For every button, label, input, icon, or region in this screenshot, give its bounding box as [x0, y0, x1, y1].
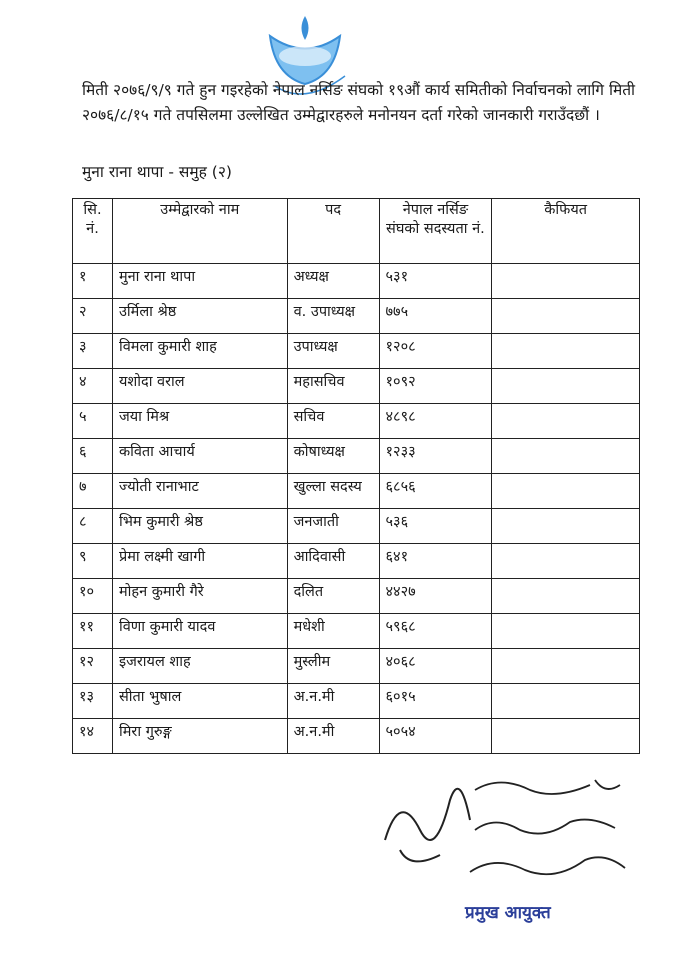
table-row: [73, 719, 640, 754]
name-cell: मुना राना थापा: [112, 264, 287, 299]
serial-cell: ११: [73, 614, 113, 649]
table-row: [73, 544, 640, 579]
remarks-cell: [492, 439, 640, 474]
handwritten-signature: [380, 760, 640, 890]
serial-cell: ४: [73, 369, 113, 404]
name-cell: जया मिश्र: [112, 404, 287, 439]
member-no-cell: ५९६८: [379, 614, 492, 649]
serial-cell: ३: [73, 334, 113, 369]
remarks-cell: [492, 614, 640, 649]
post-cell: अ.न.मी: [287, 684, 379, 719]
remarks-cell: [492, 299, 640, 334]
intro-paragraph: मिती २०७६/९/९ गते हुन गइरहेको नेपाल नर्सिङ संघको १९औं कार्य समितीको निर्वाचनको लागि मिती २०७६/८/१५ गते तपसिलमा उल्लेखित उम्मेद्वारहरुले मनोनयन दर्ता गरेको जानकारी गराउँदछौं ।: [82, 81, 636, 124]
member-no-cell: १२३३: [379, 439, 492, 474]
header-serial: सि. नं.: [73, 199, 113, 264]
serial-cell: ५: [73, 404, 113, 439]
remarks-cell: [492, 264, 640, 299]
member-no-cell: ५३१: [379, 264, 492, 299]
header-member-no: नेपाल नर्सिङ संघको सदस्यता नं.: [379, 199, 492, 264]
name-cell: मिरा गुरुङ्ग: [112, 719, 287, 754]
serial-cell: १०: [73, 579, 113, 614]
post-cell: मुस्लीम: [287, 649, 379, 684]
member-no-cell: ६०१५: [379, 684, 492, 719]
post-cell: उपाध्यक्ष: [287, 334, 379, 369]
serial-cell: १३: [73, 684, 113, 719]
member-no-cell: ४०६८: [379, 649, 492, 684]
remarks-cell: [492, 404, 640, 439]
remarks-cell: [492, 509, 640, 544]
name-cell: ज्योती रानाभाट: [112, 474, 287, 509]
member-no-cell: ५३६: [379, 509, 492, 544]
post-cell: आदिवासी: [287, 544, 379, 579]
post-cell: अध्यक्ष: [287, 264, 379, 299]
serial-cell: १२: [73, 649, 113, 684]
header-post: पद: [287, 199, 379, 264]
serial-cell: ८: [73, 509, 113, 544]
post-cell: जनजाती: [287, 509, 379, 544]
remarks-cell: [492, 579, 640, 614]
serial-cell: ७: [73, 474, 113, 509]
member-no-cell: ६८५६: [379, 474, 492, 509]
remarks-cell: [492, 474, 640, 509]
member-no-cell: १०९२: [379, 369, 492, 404]
remarks-cell: [492, 649, 640, 684]
remarks-cell: [492, 719, 640, 754]
remarks-cell: [492, 369, 640, 404]
table-row: [73, 439, 640, 474]
member-no-cell: ५०५४: [379, 719, 492, 754]
header-name: उम्मेद्वारको नाम: [112, 199, 287, 264]
table-row: [73, 264, 640, 299]
table-row: [73, 299, 640, 334]
member-no-cell: ७७५: [379, 299, 492, 334]
post-cell: दलित: [287, 579, 379, 614]
post-cell: कोषाध्यक्ष: [287, 439, 379, 474]
table-header-row: [73, 199, 640, 264]
table-row: [73, 649, 640, 684]
name-cell: सीता भुषाल: [112, 684, 287, 719]
name-cell: यशोदा वराल: [112, 369, 287, 404]
table-row: [73, 404, 640, 439]
name-cell: विणा कुमारी यादव: [112, 614, 287, 649]
name-cell: मोहन कुमारी गैरे: [112, 579, 287, 614]
name-cell: इजरायल शाह: [112, 649, 287, 684]
post-cell: सचिव: [287, 404, 379, 439]
remarks-cell: [492, 684, 640, 719]
table-row: [73, 614, 640, 649]
member-no-cell: ४८९८: [379, 404, 492, 439]
table-row: [73, 474, 640, 509]
member-no-cell: १२०८: [379, 334, 492, 369]
serial-cell: १: [73, 264, 113, 299]
name-cell: विमला कुमारी शाह: [112, 334, 287, 369]
post-cell: महासचिव: [287, 369, 379, 404]
stamp-text: प्रमुख आयुक्त: [465, 903, 551, 923]
table-row: [73, 334, 640, 369]
serial-cell: ९: [73, 544, 113, 579]
serial-cell: ६: [73, 439, 113, 474]
table-row: [73, 579, 640, 614]
name-cell: कविता आचार्य: [112, 439, 287, 474]
candidate-table: [72, 198, 640, 754]
serial-cell: २: [73, 299, 113, 334]
post-cell: व. उपाध्यक्ष: [287, 299, 379, 334]
name-cell: उर्मिला श्रेष्ठ: [112, 299, 287, 334]
header-remarks: कैफियत: [492, 199, 640, 264]
table-row: [73, 509, 640, 544]
table-row: [73, 369, 640, 404]
group-heading: मुना राना थापा - समुह (२): [82, 163, 232, 181]
name-cell: प्रेमा लक्ष्मी खागी: [112, 544, 287, 579]
serial-cell: १४: [73, 719, 113, 754]
name-cell: भिम कुमारी श्रेष्ठ: [112, 509, 287, 544]
remarks-cell: [492, 544, 640, 579]
table-row: [73, 684, 640, 719]
post-cell: अ.न.मी: [287, 719, 379, 754]
member-no-cell: ६४१: [379, 544, 492, 579]
post-cell: मधेशी: [287, 614, 379, 649]
member-no-cell: ४४२७: [379, 579, 492, 614]
post-cell: खुल्ला सदस्य: [287, 474, 379, 509]
remarks-cell: [492, 334, 640, 369]
